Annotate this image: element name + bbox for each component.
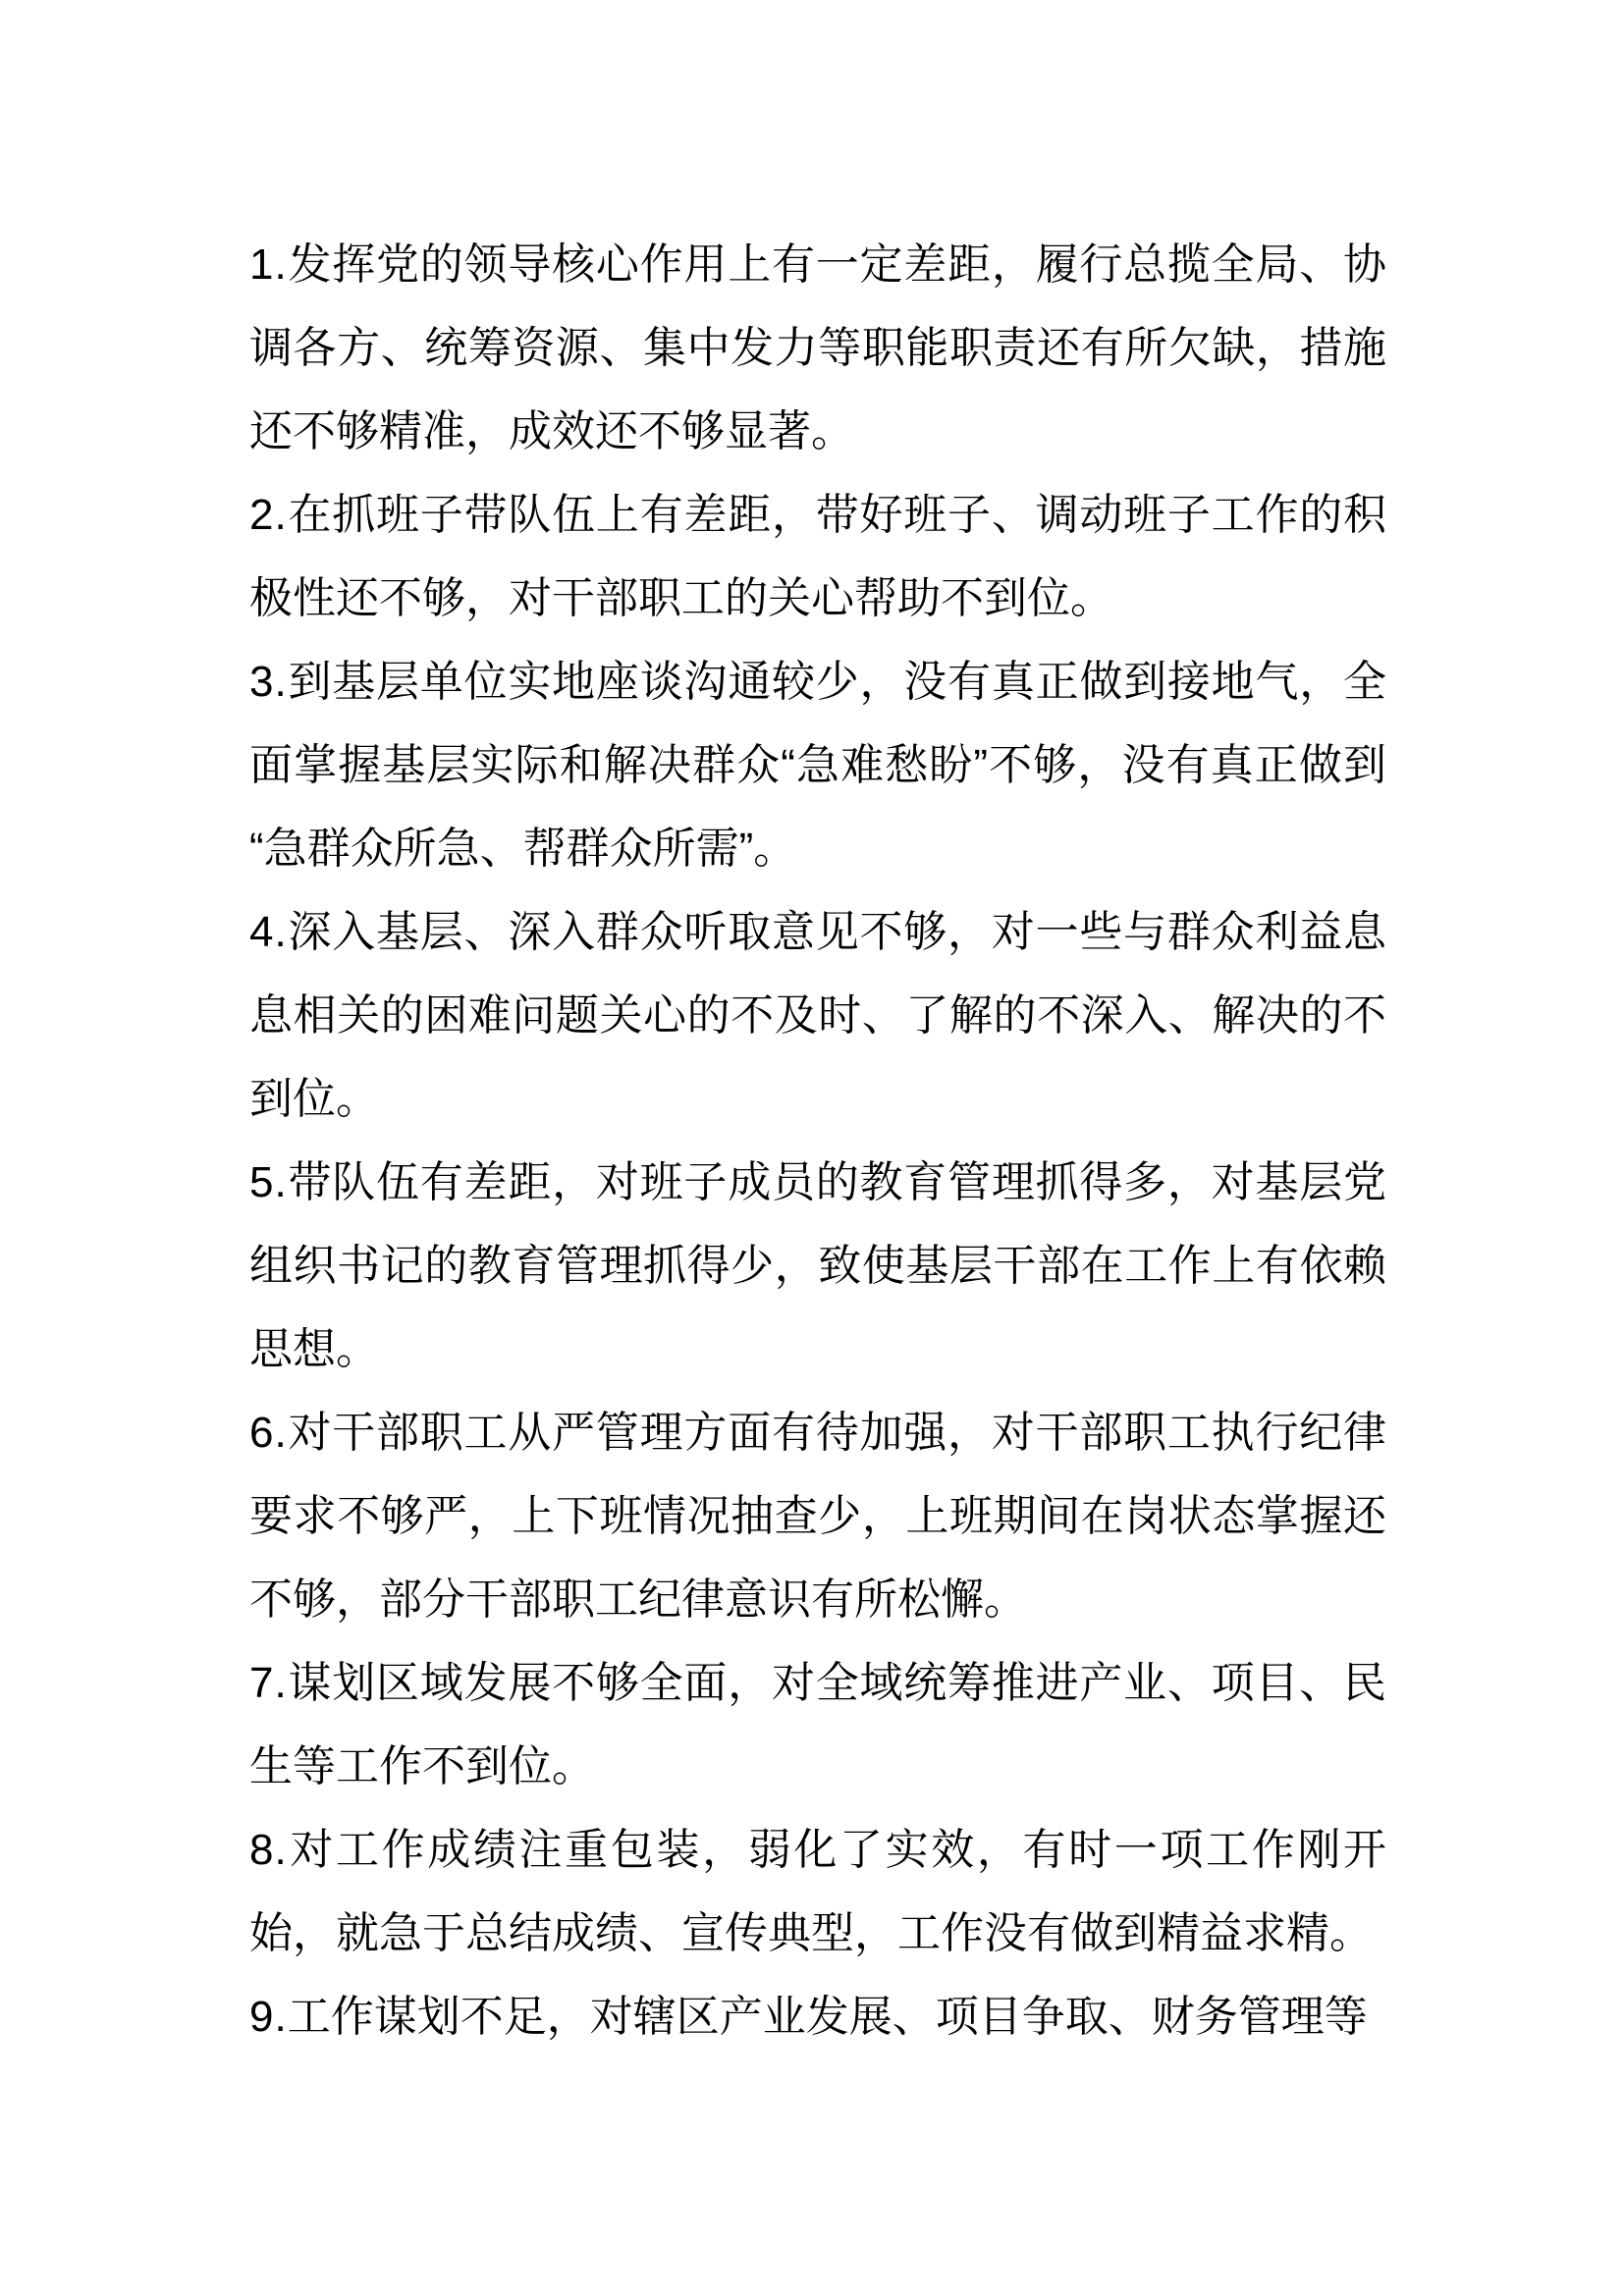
item-3-number: 3.: [249, 658, 288, 706]
item-6-text: 对干部职工从严管理方面有待加强，对干部职工执行纪律要求不够严，上下班情况抽查少，上班期间在岗状态掌握还不够，部分干部职工纪律意识有所松懈。: [249, 1409, 1386, 1624]
item-5-text: 带队伍有差距，对班子成员的教育管理抓得多，对基层党组织书记的教育管理抓得少，致使基层干部在工作上有依赖思想。: [249, 1158, 1386, 1373]
numbered-item-6: [249, 1391, 1386, 1641]
numbered-item-4: [249, 890, 1386, 1141]
numbered-item-5: [249, 1141, 1386, 1391]
numbered-item-9: [249, 1975, 1386, 2058]
item-3-text: 到基层单位实地座谈沟通较少，没有真正做到接地气，全面掌握基层实际和解决群众“急难愁盼”不够，没有真正做到“急群众所急、帮群众所需”。: [249, 658, 1386, 873]
numbered-item-1: [249, 223, 1386, 473]
item-7-text: 谋划区域发展不够全面，对全域统筹推进产业、项目、民生等工作不到位。: [249, 1659, 1386, 1790]
item-2-text: 在抓班子带队伍上有差距，带好班子、调动班子工作的积极性还不够，对干部职工的关心帮助不到位。: [249, 491, 1386, 622]
item-4-text: 深入基层、深入群众听取意见不够，对一些与群众利益息息相关的困难问题关心的不及时、了解的不深入、解决的不到位。: [249, 908, 1386, 1123]
item-2-number: 2.: [249, 491, 288, 539]
numbered-item-3: [249, 640, 1386, 890]
item-9-text: 工作谋划不足，对辖区产业发展、项目争取、财务管理等: [287, 1993, 1368, 2041]
item-8-number: 8.: [249, 1826, 288, 1874]
numbered-item-8: [249, 1808, 1386, 1975]
numbered-item-2: [249, 473, 1386, 640]
item-8-text: 对工作成绩注重包装，弱化了实效，有时一项工作刚开始，就急于总结成绩、宣传典型，工作没有做到精益求精。: [249, 1826, 1386, 1957]
numbered-item-7: [249, 1641, 1386, 1808]
item-9-number: 9.: [249, 1993, 288, 2041]
item-5-number: 5.: [249, 1158, 288, 1206]
item-4-number: 4.: [249, 908, 288, 956]
item-6-number: 6.: [249, 1409, 288, 1457]
item-1-number: 1.: [249, 240, 288, 289]
item-1-text: 发挥党的领导核心作用上有一定差距，履行总揽全局、协调各方、统筹资源、集中发力等职能职责还有所欠缺，措施还不够精准，成效还不够显著。: [249, 240, 1386, 455]
item-7-number: 7.: [249, 1659, 288, 1707]
